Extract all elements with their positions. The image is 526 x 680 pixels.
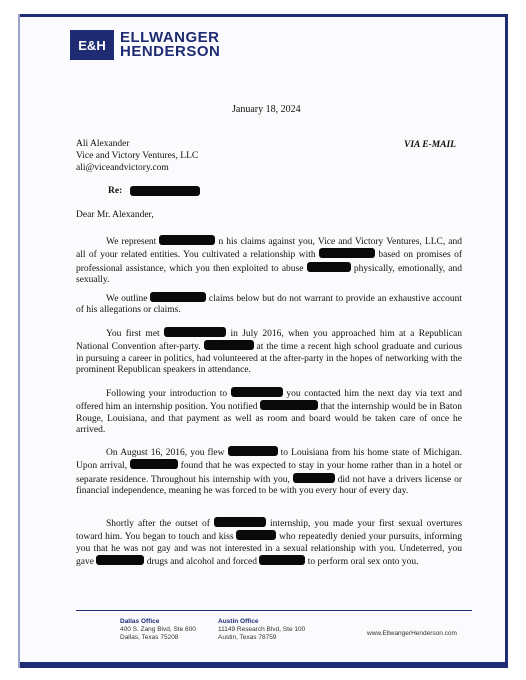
redaction-bar [96, 555, 144, 565]
paragraph-text: did not have a drivers license or financial independence, meaning he was forced to be with you every hour of every day. [76, 474, 462, 496]
paragraph-text: internship, you made your first sexual overtures toward him. You began to touch and kiss [76, 519, 463, 543]
page-border-top [18, 14, 508, 17]
redaction-bar [293, 473, 335, 483]
redaction-bar [236, 530, 276, 540]
logo-line-1: ELLWANGER [120, 29, 220, 46]
paragraph-1 [76, 235, 462, 286]
paragraph-text: You first met [106, 329, 160, 339]
firm-logo [70, 30, 220, 60]
paragraph-text: physically, emotionally, and sexually. [76, 263, 463, 285]
austin-address-line-2: Austin, Texas 78759 [218, 634, 277, 641]
dallas-address-line-1: 400 S. Zang Blvd, Ste 600 [120, 626, 196, 633]
letter-date: January 18, 2024 [232, 104, 301, 115]
dallas-office-title: Dallas Office [120, 618, 160, 625]
redaction-bar [260, 400, 318, 410]
paragraph-text: We represent [106, 237, 157, 247]
recipient-name: Ali Alexander [76, 139, 130, 149]
footer-austin-office [218, 618, 305, 642]
logo-line-2: HENDERSON [120, 43, 221, 60]
paragraph-6 [76, 517, 462, 568]
salutation: Dear Mr. Alexander, [76, 210, 154, 220]
paragraph-text: that the internship would be in Baton Rouge, Louisiana, and that payment as well as room and board would be taken care of once he arrived. [76, 402, 462, 435]
footer-dallas-office [120, 618, 196, 642]
page-border-bottom [18, 662, 508, 668]
footer-website: www.EllwangerHenderson.com [367, 630, 457, 637]
paragraph-text: drugs and alcohol and forced [146, 556, 257, 567]
paragraph-text: to perform oral sex onto you. [307, 556, 419, 567]
re-line [108, 186, 200, 196]
logo-wordmark [120, 31, 220, 59]
austin-office-title: Austin Office [218, 618, 259, 625]
paragraph-text: n his claims against you, Vice and Victory Ventures, LLC, and all of your related entities. You cultivated a relationship with [76, 237, 462, 261]
page-border-left [18, 14, 20, 668]
redaction-bar [164, 327, 226, 337]
page-border-right [505, 14, 508, 668]
redaction-bar [130, 459, 178, 469]
footer-rule [76, 610, 472, 611]
paragraph-text: We outline [106, 294, 148, 304]
paragraph-text: Following your introduction to [106, 389, 228, 399]
paragraph-text: in July 2016, when you approached him at a Republican National Convention after-party. [76, 329, 463, 353]
redaction-bar [159, 235, 215, 245]
redaction-bar [231, 387, 283, 397]
re-label: Re: [108, 186, 123, 196]
redaction-bar [214, 517, 266, 527]
paragraph-2 [76, 292, 462, 317]
redaction-bar [228, 446, 278, 456]
redaction-bar [204, 340, 254, 350]
redaction-bar [130, 186, 200, 196]
paragraph-text: Shortly after the outset of [106, 519, 210, 529]
paragraph-text: based on promises of professional assistance, which you then exploited to abuse [76, 250, 462, 274]
paragraph-text: claims below but do not warrant to provide an exhaustive account of his allegations or claims. [76, 294, 463, 316]
paragraph-5 [76, 446, 462, 497]
paragraph-text: who repeatedly denied your pursuits, informing you that he was not gay and was not interested in a sexual relationship with you. Undeterred, you gave [76, 532, 463, 567]
paragraph-text: at the time a recent high school graduate and curious in pursuing a career in politics, had volunteered at the after-party in the hopes of networking with the prominent Republican speakers in attendance. [76, 342, 463, 375]
paragraph-text: you contacted him the next day via text and offered him an internship position. You notified [76, 389, 463, 413]
delivery-method: VIA E-MAIL [403, 140, 456, 150]
recipient-block [76, 138, 198, 174]
logo-mark: E&H [70, 30, 114, 60]
recipient-email: ali@viceandvictory.com [76, 163, 169, 173]
paragraph-4 [76, 387, 462, 436]
paragraph-text: found that he was expected to stay in your home rather than in a hotel or separate residence. Throughout his internship with you, [76, 461, 463, 485]
paragraph-3 [76, 327, 462, 376]
paragraph-text: On August 16, 2016, you flew [106, 448, 225, 458]
redaction-bar [150, 292, 206, 302]
redaction-bar [259, 555, 305, 565]
paragraph-text: to Louisiana from his home state of Michigan. Upon arrival, [76, 448, 462, 472]
redaction-bar [307, 262, 351, 272]
dallas-address-line-2: Dallas, Texas 75208 [120, 634, 179, 641]
redaction-bar [319, 248, 375, 258]
recipient-company: Vice and Victory Ventures, LLC [76, 151, 199, 161]
austin-address-line-1: 11149 Research Blvd, Ste 100 [218, 626, 306, 633]
